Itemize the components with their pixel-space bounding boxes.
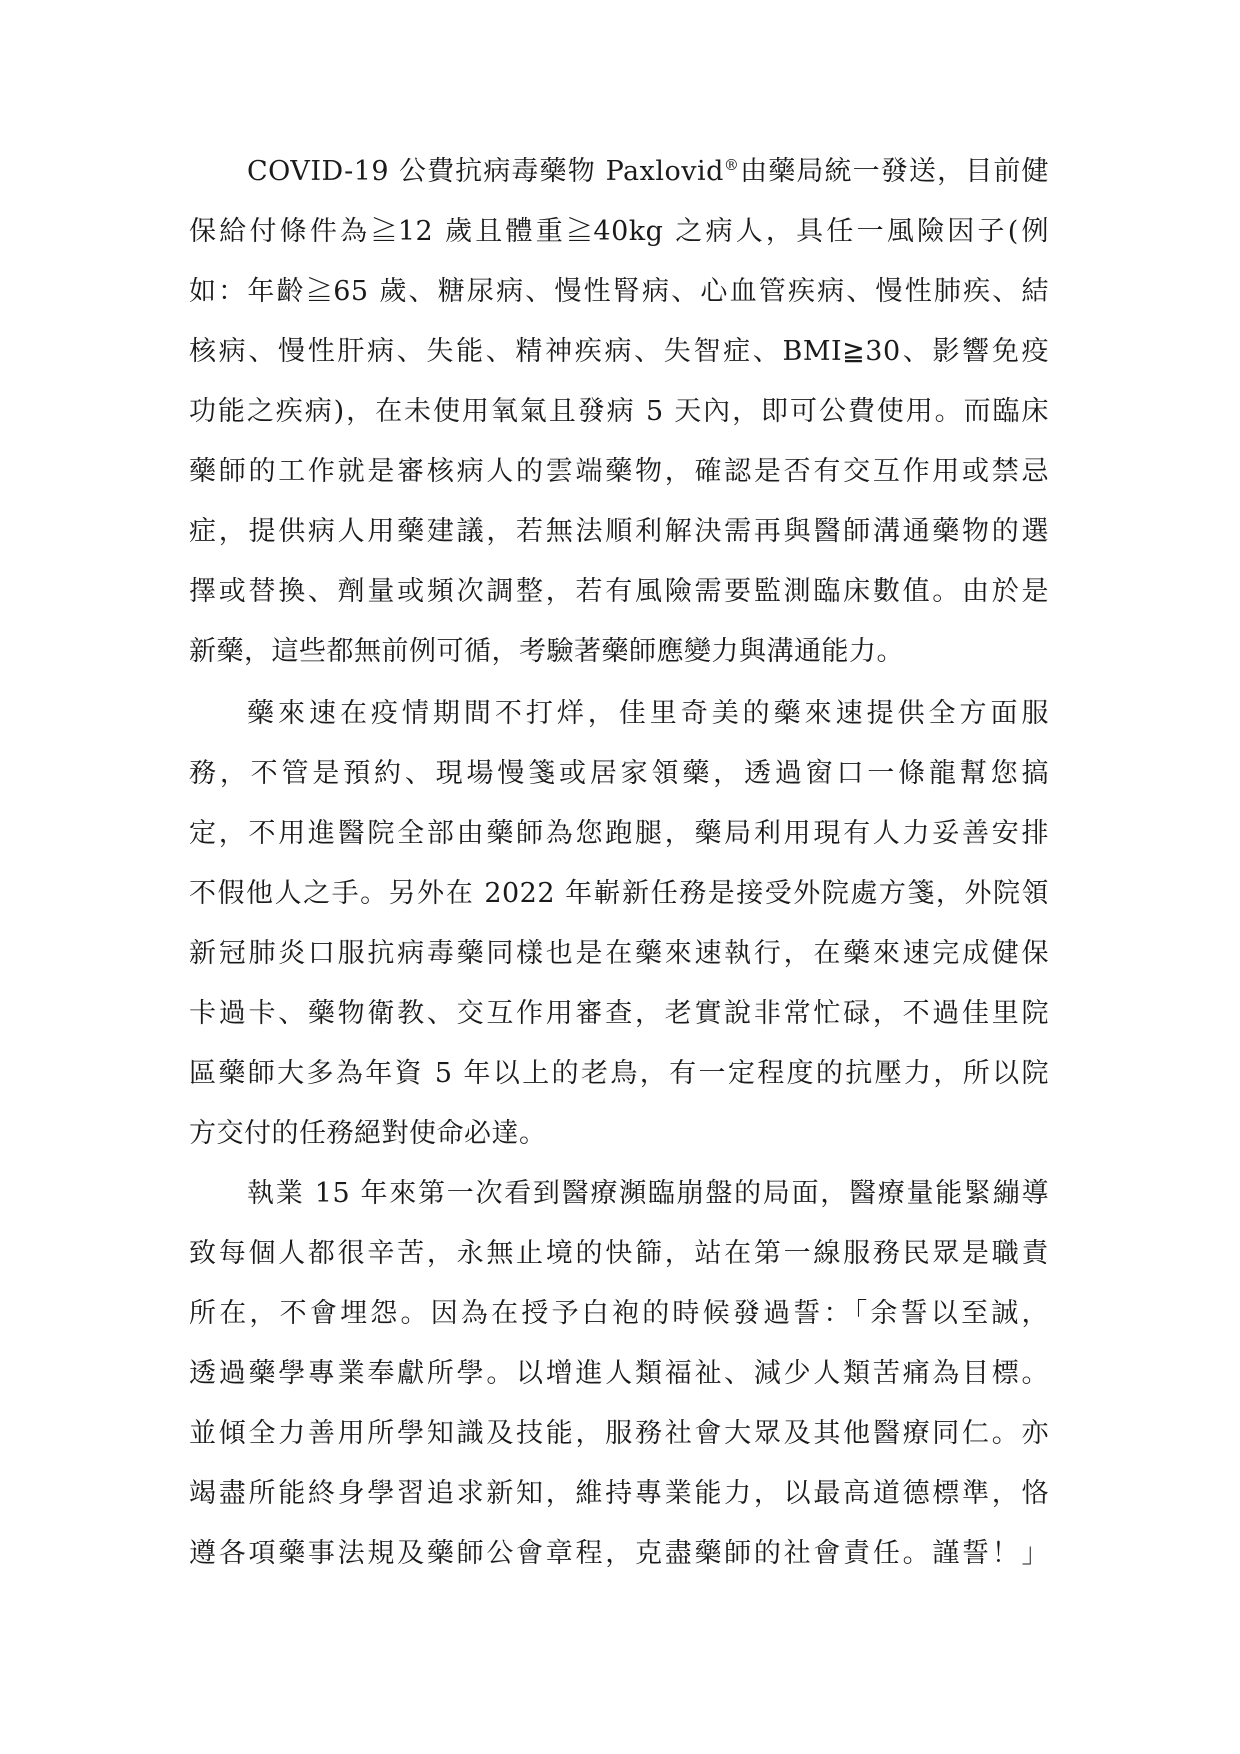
paragraph-paxlovid — [189, 142, 1049, 682]
paragraph-line: 方交付的任務絕對使命必達。 — [189, 1118, 547, 1149]
paragraph-line: 不假他人之手。另外在 2022 年嶄新任務是接受外院處方箋，外院領 — [189, 878, 1049, 909]
paragraph-line: 藥師的工作就是審核病人的雲端藥物，確認是否有交互作用或禁忌 — [189, 456, 1049, 487]
paragraph-line: 核病、慢性肝病、失能、精神疾病、失智症、BMI≧30、影響免疫 — [189, 336, 1049, 367]
paragraph-line: 透過藥學專業奉獻所學。以增進人類福祉、減少人類苦痛為目標。 — [189, 1358, 1049, 1389]
paragraph-line: 新藥，這些都無前例可循，考驗著藥師應變力與溝通能力。 — [189, 636, 904, 667]
paragraph-line: 務，不管是預約、現場慢箋或居家領藥，透過窗口一條龍幫您搞 — [189, 758, 1049, 789]
paragraph-pharmacist-oath — [189, 1164, 1049, 1584]
paragraph-line: 卡過卡、藥物衛教、交互作用審查，老實說非常忙碌，不過佳里院 — [189, 998, 1049, 1029]
registered-mark: ® — [723, 156, 740, 174]
paragraph-line: 如：年齡≧65 歲、糖尿病、慢性腎病、心血管疾病、慢性肺疾、結 — [189, 276, 1049, 307]
paragraph-line: 保給付條件為≧12 歲且體重≧40kg 之病人，具任一風險因子(例 — [189, 216, 1049, 247]
paragraph-line: 功能之疾病)，在未使用氧氣且發病 5 天內，即可公費使用。而臨床 — [189, 396, 1049, 427]
paragraph-line: 致每個人都很辛苦，永無止境的快篩，站在第一線服務民眾是職責 — [189, 1238, 1049, 1269]
paragraph-line: 新冠肺炎口服抗病毒藥同樣也是在藥來速執行，在藥來速完成健保 — [189, 938, 1049, 969]
paragraph-line: 竭盡所能終身學習追求新知，維持專業能力，以最高道德標準，恪 — [189, 1478, 1049, 1509]
paragraph-line: 所在，不會埋怨。因為在授予白袍的時候發過誓：「余誓以至誠， — [189, 1298, 1049, 1329]
paragraph-line: 遵各項藥事法規及藥師公會章程，克盡藥師的社會責任。謹誓！」 — [189, 1538, 1049, 1569]
paragraph-line: 並傾全力善用所學知識及技能，服務社會大眾及其他醫療同仁。亦 — [189, 1418, 1049, 1449]
paragraph-line: COVID-19 公費抗病毒藥物 Paxlovid®由藥局統一發送，目前健 — [247, 156, 1050, 187]
paragraph-line: 擇或替換、劑量或頻次調整，若有風險需要監測臨床數值。由於是 — [189, 576, 1049, 607]
paragraph-line: 執業 15 年來第一次看到醫療瀕臨崩盤的局面，醫療量能緊繃導 — [247, 1178, 1049, 1209]
paragraph-drive-through-pharmacy — [189, 684, 1049, 1164]
paragraph-line: 區藥師大多為年資 5 年以上的老鳥，有一定程度的抗壓力，所以院 — [189, 1058, 1049, 1089]
paragraph-line: 藥來速在疫情期間不打烊，佳里奇美的藥來速提供全方面服 — [247, 698, 1049, 729]
paragraph-line: 定，不用進醫院全部由藥師為您跑腿，藥局利用現有人力妥善安排 — [189, 818, 1049, 849]
paragraph-line: 症，提供病人用藥建議，若無法順利解決需再與醫師溝通藥物的選 — [189, 516, 1049, 547]
